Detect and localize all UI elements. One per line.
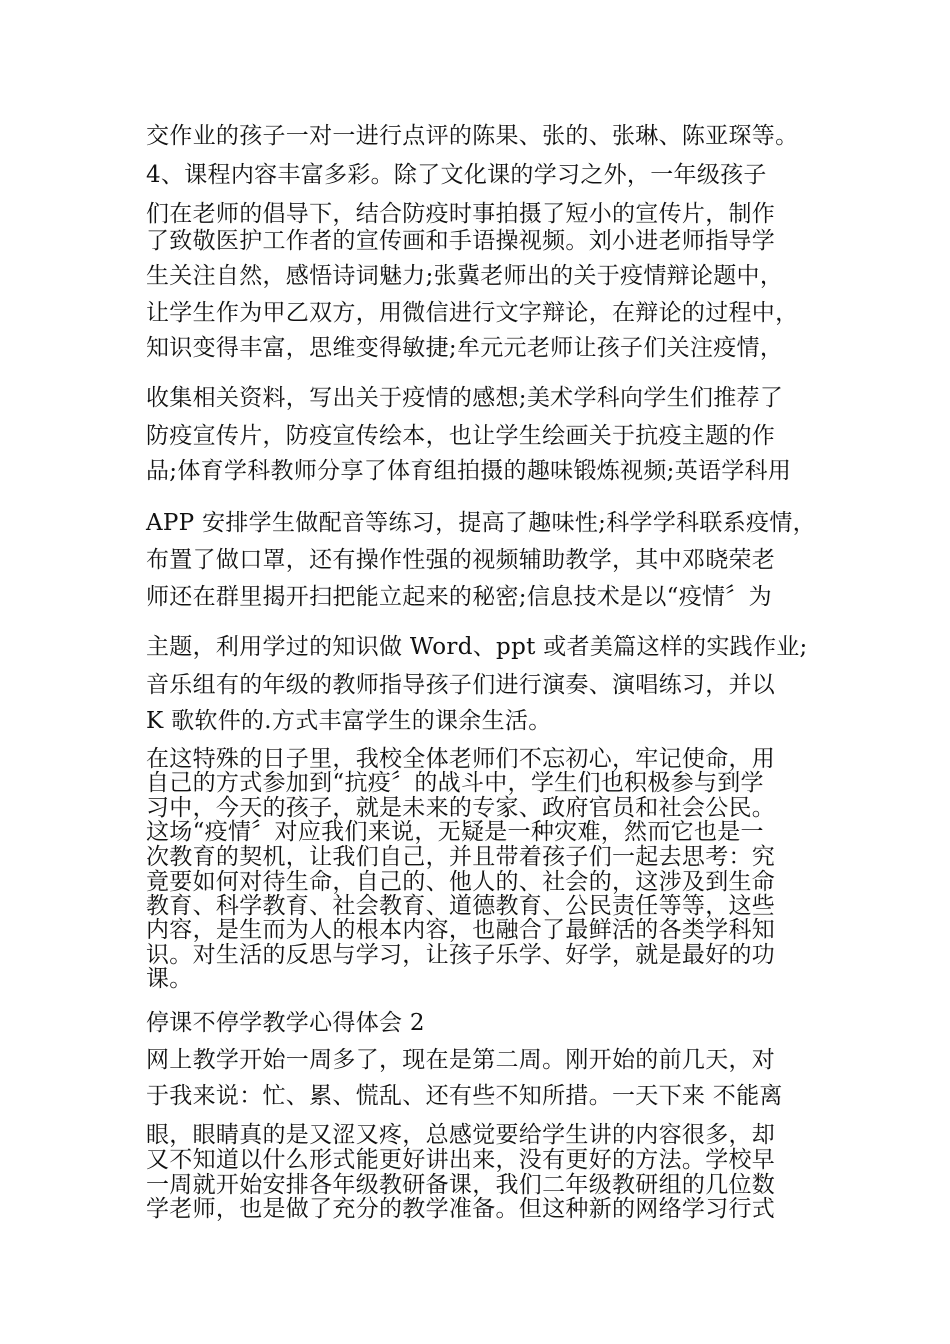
- text-line: 师还在群里揭开扫把能立起来的秘密;信息技术是以“疫情〞为: [146, 584, 772, 610]
- text-line: 自己的方式参加到“抗疫〞的战斗中，学生们也积极参与到学: [146, 770, 764, 796]
- text-line: 又不知道以什么形式能更好讲出来，没有更好的方法。学校早: [146, 1147, 776, 1173]
- text-line: 了致敬医护工作者的宣传画和手语操视频。刘小进老师指导学: [146, 228, 776, 254]
- text-line: 网上教学开始一周多了，现在是第二周。刚开始的前几天，对: [146, 1047, 776, 1073]
- text-line: 布置了做口罩，还有操作性强的视频辅助教学，其中邓晓荣老: [146, 547, 776, 573]
- text-line: 识。对生活的反思与学习，让孩子乐学、好学，就是最好的功: [146, 942, 776, 968]
- text-line: 这场“疫情〞对应我们来说，无疑是一种灾难，然而它也是一: [146, 819, 764, 845]
- text-line: 防疫宣传片，防疫宣传绘本，也让学生绘画关于抗疫主题的作: [146, 423, 776, 449]
- text-line: 品;体育学科教师分享了体育组拍摄的趣味锻炼视频;英语学科用: [146, 458, 792, 484]
- text-line: 收集相关资料，写出关于疫情的感想;美术学科向学生们推荐了: [146, 385, 784, 411]
- text-line: 习中，今天的孩子，就是未来的专家、政府官员和社会公民。: [146, 795, 776, 821]
- text-line: 一周就开始安排各年级教研备课，我们二年级教研组的几位数: [146, 1172, 776, 1198]
- text-line: 竟要如何对待生命，自己的、他人的、社会的，这涉及到生命: [146, 869, 776, 895]
- text-line: 4、课程内容丰富多彩。除了文化课的学习之外，一年级孩子: [146, 162, 767, 188]
- text-line: 让学生作为甲乙双方，用微信进行文字辩论，在辩论的过程中，: [146, 300, 799, 326]
- text-line: 次教育的契机，让我们自己，并且带着孩子们一起去思考：究: [146, 844, 776, 870]
- text-line: 内容，是生而为人的根本内容，也融合了最鲜活的各类学科知: [146, 917, 776, 943]
- text-line: 知识变得丰富，思维变得敏捷;牟元元老师让孩子们关注疫情，: [146, 335, 784, 361]
- text-line: 于我来说：忙、累、慌乱、还有些不知所措。一天下来 不能离: [146, 1083, 783, 1109]
- text-line: APP 安排学生做配音等练习，提高了趣味性;科学学科联系疫情，: [146, 510, 816, 536]
- section-heading: 停课不停学教学心得体会 2: [146, 1010, 425, 1036]
- text-line: 交作业的孩子一对一进行点评的陈果、张的、张琳、陈亚琛等。: [146, 123, 799, 149]
- text-line: 们在老师的倡导下，结合防疫时事拍摄了短小的宣传片，制作: [146, 201, 776, 227]
- text-line: 主题，利用学过的知识做 Word、ppt 或者美篇这样的实践作业;: [146, 634, 808, 660]
- text-line: K 歌软件的.方式丰富学生的课余生活。: [146, 708, 552, 734]
- text-line: 生关注自然，感悟诗词魅力;张冀老师出的关于疫情辩论题中，: [146, 263, 784, 289]
- text-line: 课。: [146, 966, 193, 992]
- text-line: 在这特殊的日子里，我校全体老师们不忘初心，牢记使命，用: [146, 746, 776, 772]
- text-line: 眼，眼睛真的是又涩又疼，总感觉要给学生讲的内容很多，却: [146, 1122, 776, 1148]
- text-line: 音乐组有的年级的教师指导孩子们进行演奏、演唱练习，并以: [146, 672, 776, 698]
- text-line: 教育、科学教育、社会教育、道德教育、公民责任等等，这些: [146, 893, 776, 919]
- text-line: 学老师，也是做了充分的教学准备。但这种新的网络学习行式: [146, 1196, 776, 1222]
